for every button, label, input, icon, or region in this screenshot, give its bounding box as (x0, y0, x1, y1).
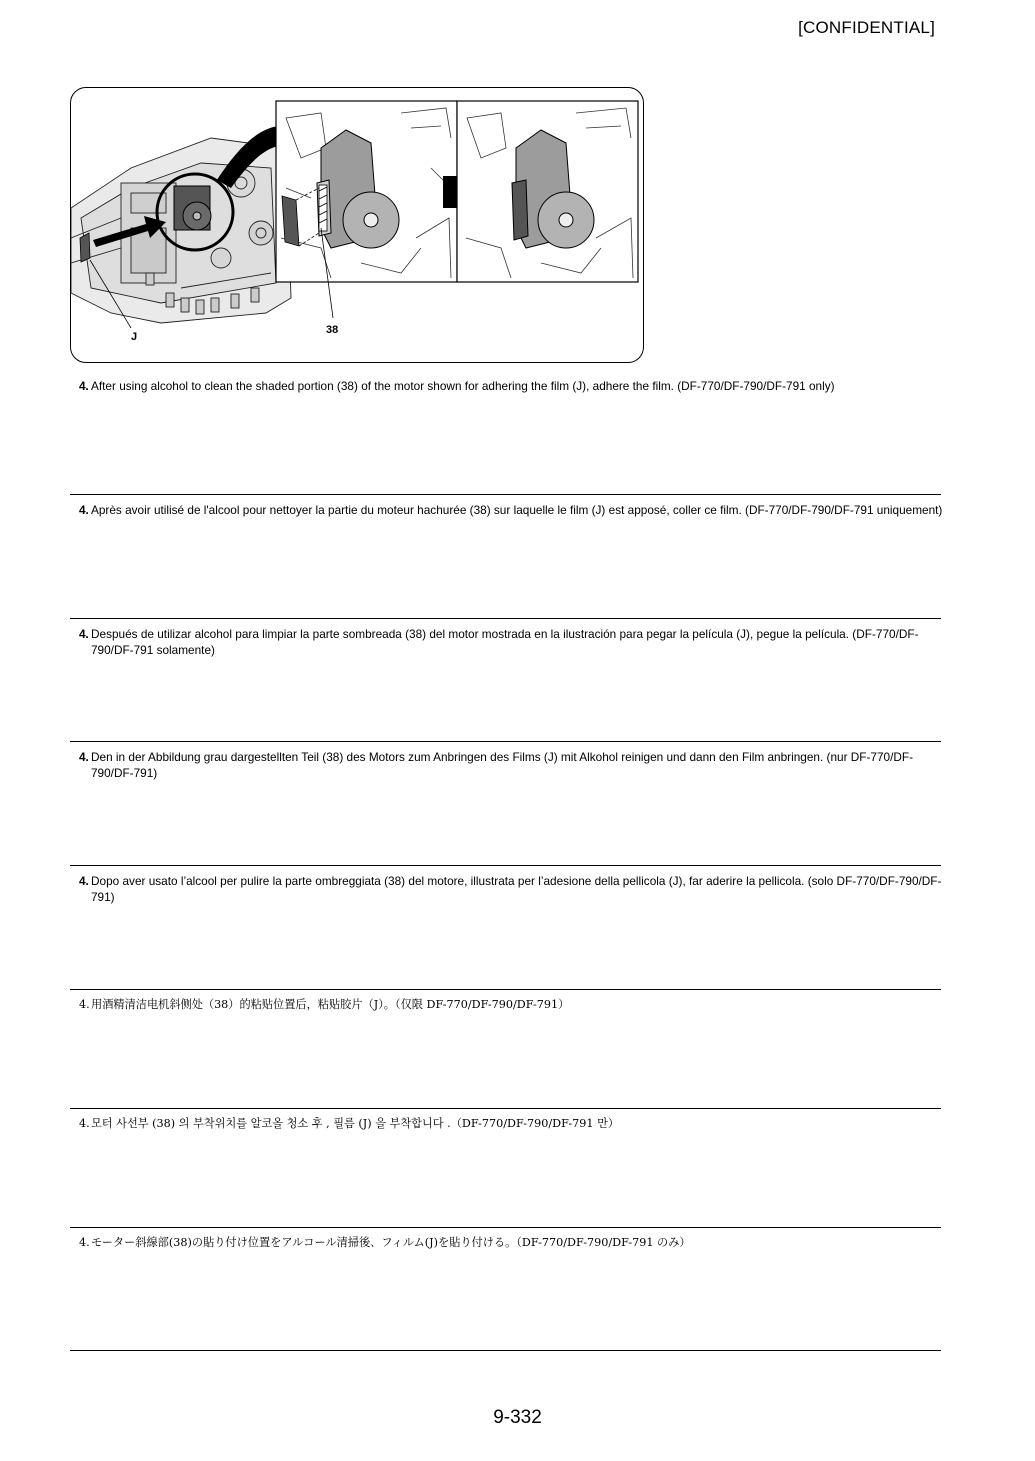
divider (70, 494, 941, 495)
step-japanese (79, 1235, 953, 1251)
callout-38: 38 (326, 324, 339, 336)
callout-j: J (131, 331, 138, 343)
step-text: Après avoir utilisé de l'alcool pour nettoyer la partie du moteur hachurée (38) sur laquelle le film (J) est apposé, coller ce film. (DF-770/DF-790/DF-791 uniquement) (91, 503, 943, 517)
step-text: Den in der Abbildung grau dargestellten Teil (38) des Motors zum Anbringen des Films (J) mit Alkohol reinigen und dann den Film anbringen. (nur DF-770/DF-790/DF-791) (91, 750, 914, 780)
divider (70, 1350, 941, 1351)
step-number: 4. (79, 998, 90, 1011)
step-text: 用酒精清洁电机斜侧处（38）的粘贴位置后，粘贴胶片（J）。（仅限 DF-770/DF-790/DF-791） (91, 998, 570, 1011)
step-number: 4. (79, 627, 89, 641)
step-number: 4. (79, 1236, 90, 1249)
page-number: 9-332 (493, 1407, 542, 1428)
step-number: 4. (79, 750, 89, 764)
step-spanish (79, 626, 953, 658)
divider (70, 741, 941, 742)
step-number: 4. (79, 874, 89, 888)
step-number: 4. (79, 1117, 90, 1130)
step-text: 모터 사선부 (38) 의 부착위치를 알코올 청소 후 , 필름 (J) 을 부착합니다 .（DF-770/DF-790/DF-791 만） (91, 1117, 620, 1130)
divider (70, 618, 941, 619)
step-number: 4. (79, 503, 89, 517)
confidential-label: [CONFIDENTIAL] (798, 18, 935, 37)
divider (70, 865, 941, 866)
step-english (79, 378, 953, 394)
illustration-drawing (71, 88, 643, 362)
step-text: Dopo aver usato l’alcool per pulire la parte ombreggiata (38) del motore, illustrata per l’adesione della pellicola (J), far aderire la pellicola. (solo DF-770/DF-790/DF-791) (91, 874, 942, 904)
step-korean (79, 1116, 953, 1132)
step-text: Después de utilizar alcohol para limpiar la parte sombreada (38) del motor mostrada en la ilustración para pegar la película (J), pegue la película. (DF-770/DF-790/DF-791 solamente) (91, 627, 919, 657)
divider (70, 1227, 941, 1228)
step-german (79, 749, 953, 781)
step-text: After using alcohol to clean the shaded portion (38) of the motor shown for adhering the film (J), adhere the film. (DF-770/DF-790/DF-791 only) (91, 379, 835, 393)
step-text: モーター斜線部(38)の貼り付け位置をアルコール清掃後、フィルム(J)を貼り付ける。（DF-770/DF-790/DF-791 のみ） (91, 1236, 691, 1249)
divider (70, 1108, 941, 1109)
motor-film-illustration (70, 87, 644, 363)
step-number: 4. (79, 379, 89, 393)
step-italian (79, 873, 953, 905)
step-french (79, 502, 953, 518)
step-chinese (79, 997, 953, 1013)
divider (70, 989, 941, 990)
